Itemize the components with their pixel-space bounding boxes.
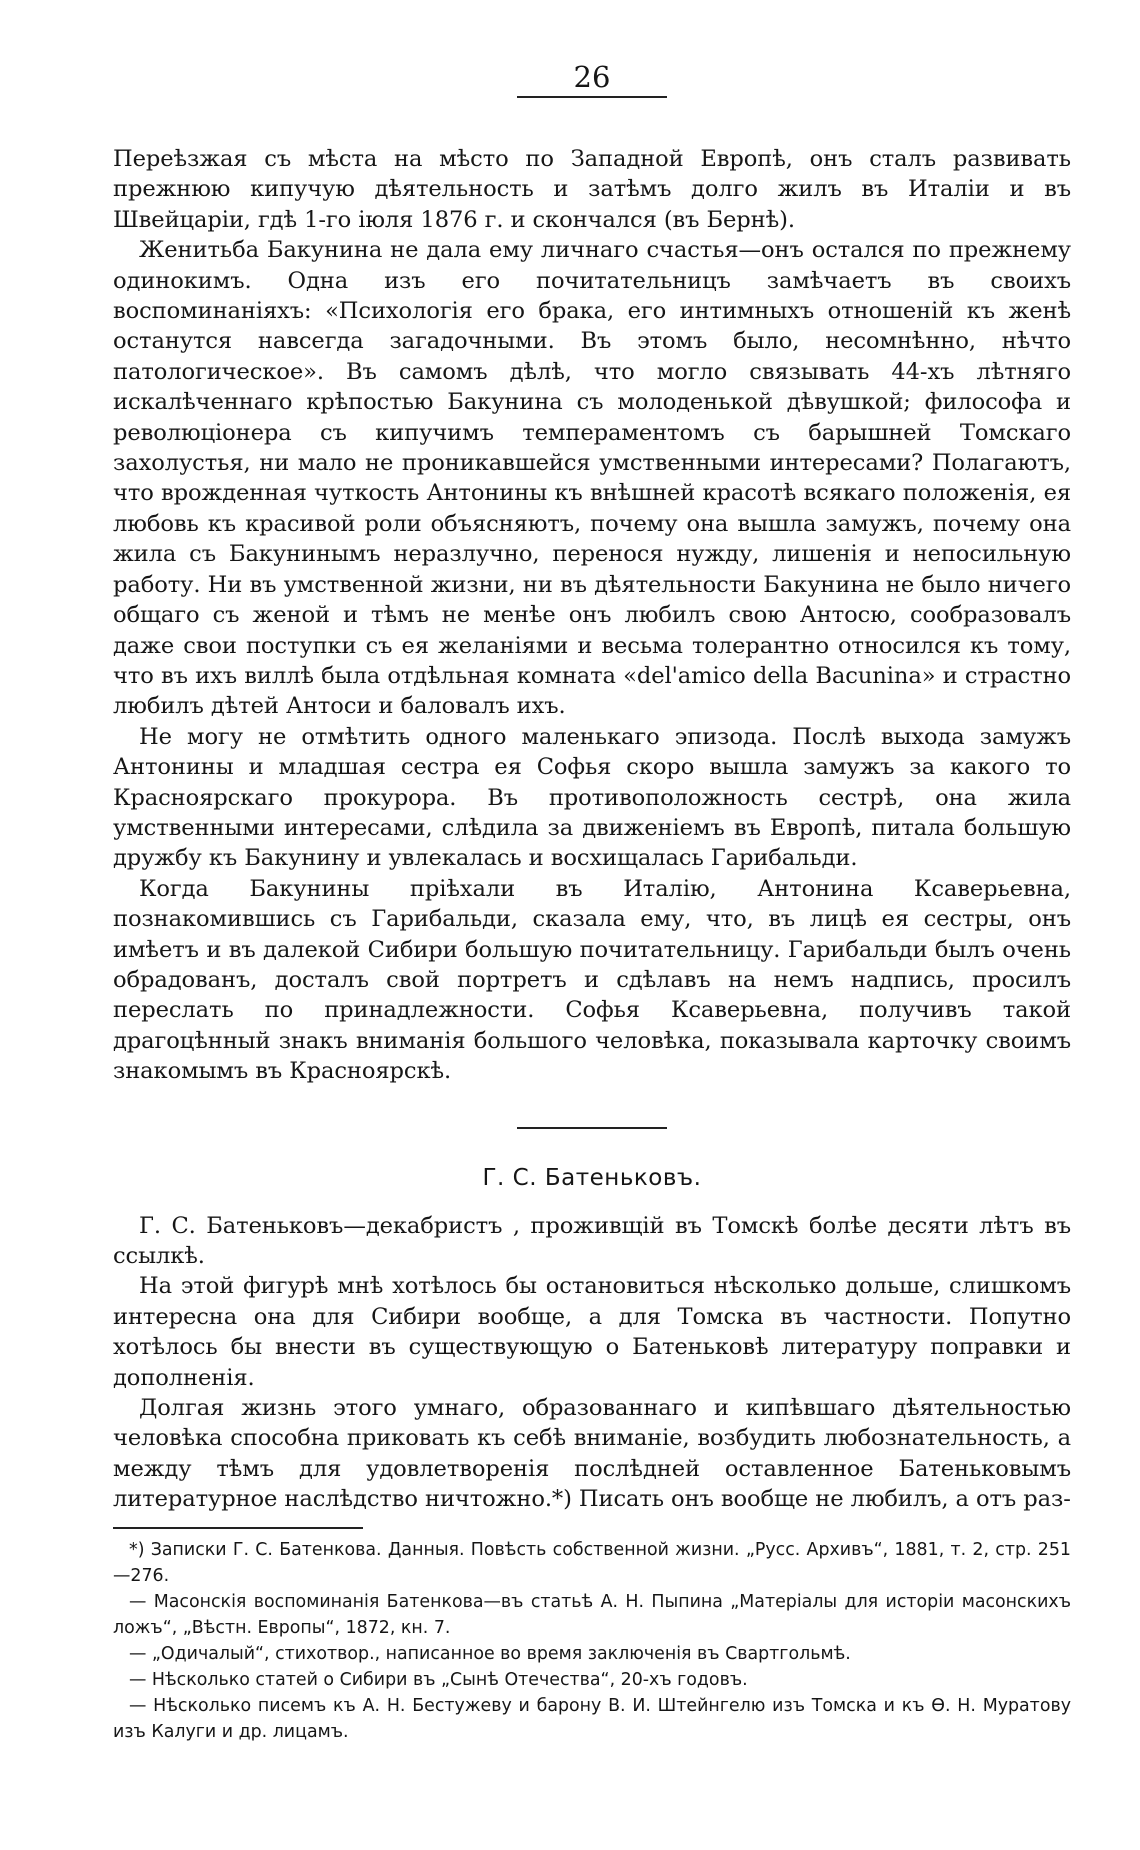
- footnote: — Масонскія воспоминанія Батенкова—въ статьѣ А. Н. Пыпина „Матеріалы для исторіи масонскихъ ложъ“, „Вѣстн. Европы“, 1872, кн. 7.: [113, 1591, 1071, 1638]
- footnote-divider: [113, 1527, 363, 1529]
- page-number: 26: [517, 60, 667, 98]
- paragraph: Г. С. Батеньковъ—декабристъ , проживщій въ Томскѣ болѣе десяти лѣтъ въ ссылкѣ.: [113, 1212, 1071, 1269]
- paragraph: Долгая жизнь этого умнаго, образованнаго и кипѣвшаго дѣятельностью человѣка способна приковать къ себѣ вниманіе, возбудить любознательность, а между тѣмъ для удовлетворенія послѣдней оставленное Батеньковымъ литературное наслѣдство ничтожно.*) Писать онъ вообще не любилъ, а отъ раз-: [113, 1395, 1071, 1513]
- section-title: Г. С. Батеньковъ.: [482, 1164, 702, 1191]
- paragraph: Не могу не отмѣтить одного маленькаго эпизода. Послѣ выхода замужъ Антонины и младшая сестра ея Софья скоро вышла замужъ за какого то Красноярскаго прокурора. Въ противоположность сестрѣ, она жила умственными интересами, слѣдила за движеніемъ въ Европѣ, питала большую дружбу къ Бакунину и увлекалась и восхищалась Гарибальди.: [113, 723, 1071, 872]
- paragraph: Переѣзжая съ мѣста на мѣсто по Западной Европѣ, онъ сталъ развивать прежнюю кипучую дѣятельность и затѣмъ долго жилъ въ Италіи и въ Швейцаріи, гдѣ 1-го іюля 1876 г. и скончался (въ Бернѣ).: [113, 146, 1071, 233]
- section-divider: [517, 1127, 667, 1129]
- footnote: *) Записки Г. С. Батенкова. Данныя. Повѣсть собственной жизни. „Русс. Архивъ“, 1881, т. 2, стр. 251—276.: [113, 1539, 1071, 1586]
- document-page: [113, 60, 1071, 1745]
- paragraph: Женитьба Бакунина не дала ему личнаго счастья—онъ остался по прежнему одинокимъ. Одна изъ его почитательницъ замѣчаетъ въ своихъ воспоминаніяхъ: «Психологія его брака, его интимныхъ отношеній къ женѣ останутся навсегда загадочными. Въ этомъ было, несомнѣнно, нѣчто патологическое». Въ самомъ дѣлѣ, что могло связывать 44-хъ лѣтняго искалѣченнаго крѣпостью Бакунина съ молоденькой дѣвушкой; философа и революціонера съ кипучимъ темпераментомъ съ барышней Томскаго захолустья, ни мало не проникавшейся умственными интересами? Полагаютъ, что врожденная чуткость Антонины къ внѣшней красотѣ всякаго положенія, ея любовь къ красивой роли объясняютъ, почему она вышла замужъ, почему она жила съ Бакунинымъ неразлучно, перенося нужду, лишенія и непосильную работу. Ни въ умственной жизни, ни въ дѣятельности Бакунина не было ничего общаго съ женой и тѣмъ не менѣе онъ любилъ свою Антосю, сообразовалъ даже свои поступки съ ея желаніями и весьма толерантно относился къ тому, что въ ихъ виллѣ была отдѣльная комната «del'amico della Bacunina» и страстно любилъ дѣтей Антоси и баловалъ ихъ.: [113, 237, 1071, 720]
- footnote: — Нѣсколько статей о Сибири въ „Сынѣ Отечества“, 20-хъ годовъ.: [129, 1669, 748, 1690]
- paragraph: На этой фигурѣ мнѣ хотѣлось бы остановиться нѣсколько дольше, слишкомъ интересна она для Сибири вообще, а для Томска въ частности. Попутно хотѣлось бы внести въ существующую о Батеньковѣ литературу поправки и дополненія.: [113, 1273, 1071, 1391]
- footnote: — „Одичалый“, стихотвор., написанное во время заключенія въ Свартгольмѣ.: [129, 1643, 851, 1664]
- main-text: [113, 144, 1071, 1087]
- footnotes: [113, 1537, 1071, 1745]
- footnote: — Нѣсколько писемъ къ А. Н. Бестужеву и барону В. И. Штейнгелю изъ Томска и къ Ѳ. Н. Муратову изъ Калуги и др. лицамъ.: [113, 1695, 1071, 1742]
- section-text: [113, 1211, 1071, 1515]
- paragraph: Когда Бакунины пріѣхали въ Италію, Антонина Ксаверьевна, познакомившись съ Гарибальди, сказала ему, что, въ лицѣ ея сестры, онъ имѣетъ и въ далекой Сибири большую почитательницу. Гарибальди былъ очень обрадованъ, досталъ свой портретъ и сдѣлавъ на немъ надпись, просилъ переслать по принадлежности. Софья Ксаверьевна, получивъ такой драгоцѣнный знакъ вниманія большого человѣка, показывала карточку своимъ знакомымъ въ Красноярскѣ.: [113, 875, 1071, 1085]
